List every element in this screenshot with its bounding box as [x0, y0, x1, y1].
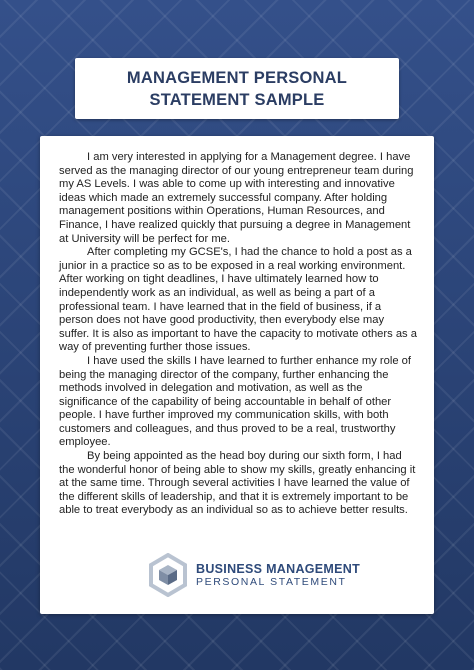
- statement-paragraph-4: By being appointed as the head boy during our sixth form, I had the wonderful honor of being able to show my skills, greatly enhancing it at the same time. Through several activities I have learned the value of the different skills of leadership, and that it is extremely important to be able to treat everybody as an individual so as to achieve better results.: [59, 450, 416, 517]
- statement-body: [59, 151, 417, 518]
- title-card: [75, 58, 399, 119]
- hexagon-cube-logo-icon: [148, 553, 188, 597]
- statement-paragraph-1: I am very interested in applying for a Management degree. I have served as the managing director of our young entrepreneur team during my AS Levels. I was able to come up with interesting and innovative ideas which made an extremely successful company. After holding management positions within Operations, Human Resources, and Finance, I have realized quickly that pursuing a degree in Management at University will be perfect for me.: [59, 151, 414, 245]
- brand-tagline: PERSONAL STATEMENT: [196, 575, 347, 588]
- page-title-line2: STATEMENT SAMPLE: [149, 90, 325, 109]
- statement-card: [40, 136, 434, 614]
- statement-paragraph-2: After completing my GCSE's, I had the chance to hold a post as a junior in a practice so as to be exposed in a real working environment. After working on tight deadlines, I have ultimately learned how to independently work as an individual, as well as being a part of a professional team. I have learned that in the field of business, if a person does not have good productivity, then everybody else may suffer. It is also as important to have the capacity to motivate others as a way of preventing further those issues.: [59, 246, 417, 354]
- page-title-line1: MANAGEMENT PERSONAL: [126, 68, 348, 87]
- brand-logo: [148, 552, 360, 598]
- brand-name: BUSINESS MANAGEMENT: [196, 561, 361, 576]
- statement-paragraph-3: I have used the skills I have learned to further enhance my role of being the managing director of the company, further enhancing the methods involved in delegation and motivation, as well as the significance of the capability of being accountable in behalf of other people. I have further improved my communication skills, with both customers and colleagues, and thus proved to be a real, trustworthy employee.: [59, 354, 412, 449]
